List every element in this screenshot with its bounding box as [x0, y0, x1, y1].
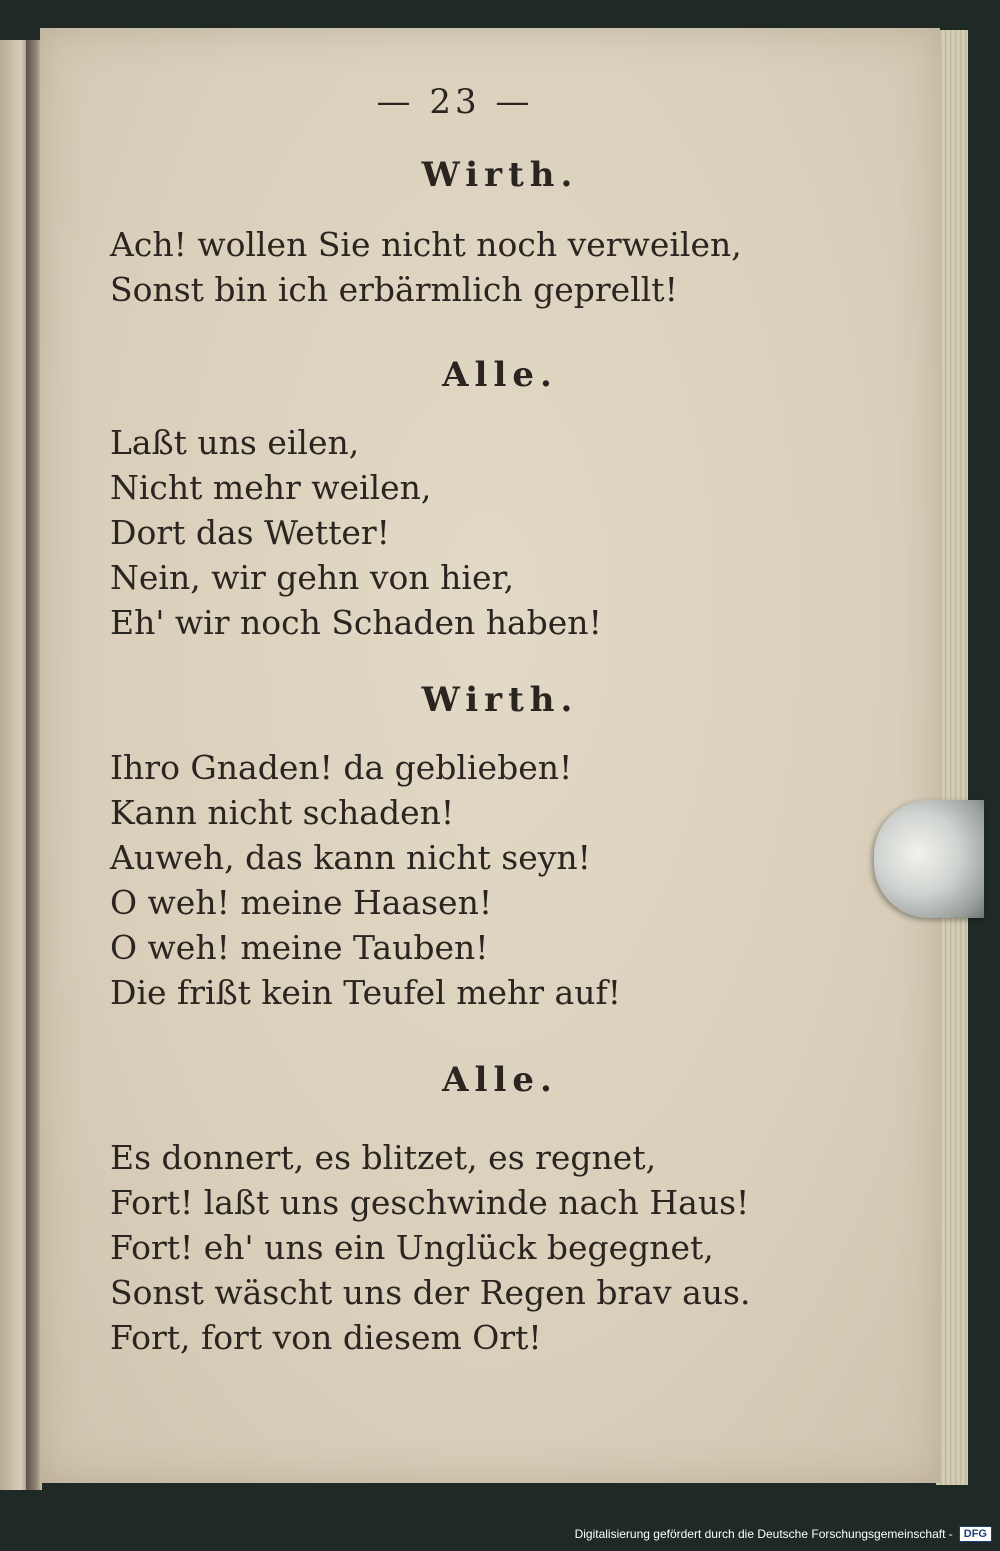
verse-line: Fort! laßt uns geschwinde nach Haus! [110, 1183, 750, 1222]
page-number: — 23 — [376, 82, 534, 122]
verse-block [110, 1135, 790, 1360]
verse-line: Nein, wir gehn von hier, [110, 558, 515, 597]
verse-line: Eh' wir noch Schaden haben! [110, 603, 602, 642]
verse-line: Kann nicht schaden! [110, 793, 455, 832]
verse-line: Nicht mehr weilen, [110, 468, 432, 507]
verse-line: Ihro Gnaden! da geblieben! [110, 748, 573, 787]
speaker-heading: Wirth. [421, 680, 579, 720]
speaker-heading: Alle. [442, 1060, 558, 1100]
verse-line: Dort das Wetter! [110, 513, 390, 552]
verse-line: O weh! meine Tauben! [110, 928, 489, 967]
page-stack-edge [936, 30, 968, 1485]
verse-line: Sonst wäscht uns der Regen brav aus. [110, 1273, 751, 1312]
verse-line: Fort, fort von diesem Ort! [110, 1318, 542, 1357]
verse-block [110, 222, 790, 312]
digitization-footer [575, 1523, 992, 1545]
verse-line: Ach! wollen Sie nicht noch verweilen, [110, 225, 742, 264]
verse-line: Laßt uns eilen, [110, 423, 360, 462]
page-clip-icon [874, 800, 984, 918]
verse-line: Die frißt kein Teufel mehr auf! [110, 973, 621, 1012]
verse-block [110, 420, 790, 645]
speaker-heading: Alle. [442, 355, 558, 395]
verse-line: Es donnert, es blitzet, es regnet, [110, 1138, 657, 1177]
speaker-heading: Wirth. [421, 155, 579, 195]
verse-block [110, 745, 790, 1015]
verse-line: Auweh, das kann nicht seyn! [110, 838, 591, 877]
verse-line: Sonst bin ich erbärmlich geprellt! [110, 270, 678, 309]
verse-line: O weh! meine Haasen! [110, 883, 493, 922]
dfg-logo-icon: DFG [959, 1526, 992, 1542]
verse-line: Fort! eh' uns ein Unglück begegnet, [110, 1228, 714, 1267]
footer-credit: Digitalisierung gefördert durch die Deutsche Forschungsgemeinschaft - [574, 1527, 953, 1541]
